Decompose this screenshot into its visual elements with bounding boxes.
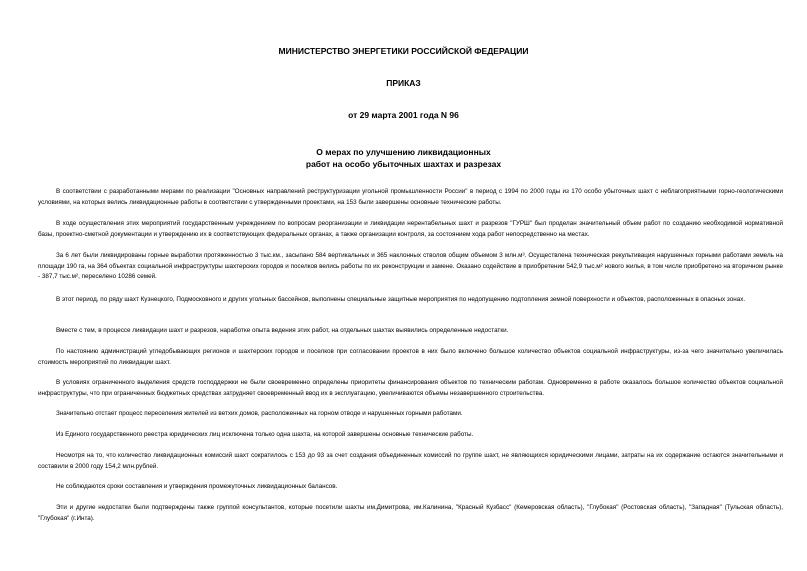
paragraph-11: Не соблюдаются сроки составления и утверждения промежуточных ликвидационных балансов.	[56, 483, 338, 490]
paragraph-8: Значительно отстает процесс переселения жителей из ветхих домов, расположенных на горном отводе и нарушенных горными работами.	[56, 410, 463, 417]
paragraph-4: В этот период, по ряду шахт Кузнецкого, Подмосковного и других угольных бассейнов, выполнены специальные защитные мероприятия по недопущению подтопления земной поверхности и объектов, расположенных в опасных зонах.	[56, 296, 746, 303]
paragraph-2: В ходе осуществления этих мероприятий государственным учреждением по вопросам реорганизации и ликвидации нерентабельных шахт и разрезов "ГУРШ" был проделан значительный объем работ по созданию необходимой нормативной базы, проектно-сметной документации и утверждению их в соответствующих федеральных органах, а также организации контроля, за состоянием хода работ непосредственно на местах.	[38, 220, 783, 238]
paragraph-10: Несмотря на то, что количество ликвидационных комиссий шахт сократилось с 153 до 93 за счет создания объединенных комиссий по группе шахт, не являющихся юридическими лицами, затраты на их содержание остаются значительными и составили в 2000 году 154,2 млн.рублей.	[38, 452, 783, 470]
paragraph-7: В условиях ограниченного выделения средств господдержки не были своевременно определены приоритеты финансирования объектов по техническим работам. Одновременно в работе оказалось большое количество объектов социальной инфраструктуры, что при ограниченных бюджетных средствах затрудняет своевременный ввод их в эксплуатацию, увеличиваются объемы незавершенного строительства.	[38, 379, 783, 397]
document-date-number: от 29 марта 2001 года N 96	[348, 110, 459, 120]
paragraph-6: По настоянию администраций угледобывающих регионов и шахтерских городов и поселков при согласовании проектов в них было включено большое количество объектов социальной инфраструктуры, из-за чего значительно увеличилась стоимость мероприятий по ликвидации шахт.	[38, 348, 783, 366]
paragraph-3: За 6 лет были ликвидированы горные выработки протяженностью 3 тыс.км., засыпано 584 вертикальных и 365 наклонных стволов общим объемом 3 млн.м³. Осуществлена техническая рекультивация нарушенных горными работами земель на площади 190 га, на 364 объектах социальной инфраструктуры шахтерских городов и поселков велись работы по их реконструкции и замене. Оказано содействие в приобретении 542,9 тыс.м² нового жилья, в том числе приобретено на вторичном рынке - 387,7 тыс.м², переселено 10286 семей.	[38, 252, 783, 280]
paragraph-9: Из Единого государственного реестра юридических лиц исключена только одна шахта, на которой завершены основные технические работы.	[56, 431, 474, 438]
paragraph-12: Эти и другие недостатки были подтверждены также группой консультантов, которые посетили шахты им.Димитрова, им.Калинина, "Красный Кузбасс" (Кемеровская область), "Глубокая" (Ростовская область), "Западная" (Тульская область), "Глубокая" (г.Инта).	[38, 504, 783, 522]
paragraph-5: Вместе с тем, в процессе ликвидации шахт и разрезов, наработке опыта ведения этих работ, на отдельных шахтах выявились определенные недостатки.	[56, 327, 509, 334]
ministry-heading: МИНИСТЕРСТВО ЭНЕРГЕТИКИ РОССИЙСКОЙ ФЕДЕРАЦИИ	[278, 46, 529, 56]
document-type-heading: ПРИКАЗ	[386, 78, 421, 88]
paragraph-1: В соответствии с разработанными мерами по реализации "Основных направлений реструктуризации угольной промышленности России" в период с 1994 по 2000 годы из 170 особо убыточных шахт с неблагоприятными горно-геологическими условиями, на которых велись ликвидационные работы в соответствии с утвержденными проектами, на 153 были завершены основные технические работы.	[38, 188, 783, 206]
document-title-line-1: О мерах по улучшению ликвидационных	[316, 147, 491, 157]
document-title-line-2: работ на особо убыточных шахтах и разрезах	[305, 159, 502, 169]
